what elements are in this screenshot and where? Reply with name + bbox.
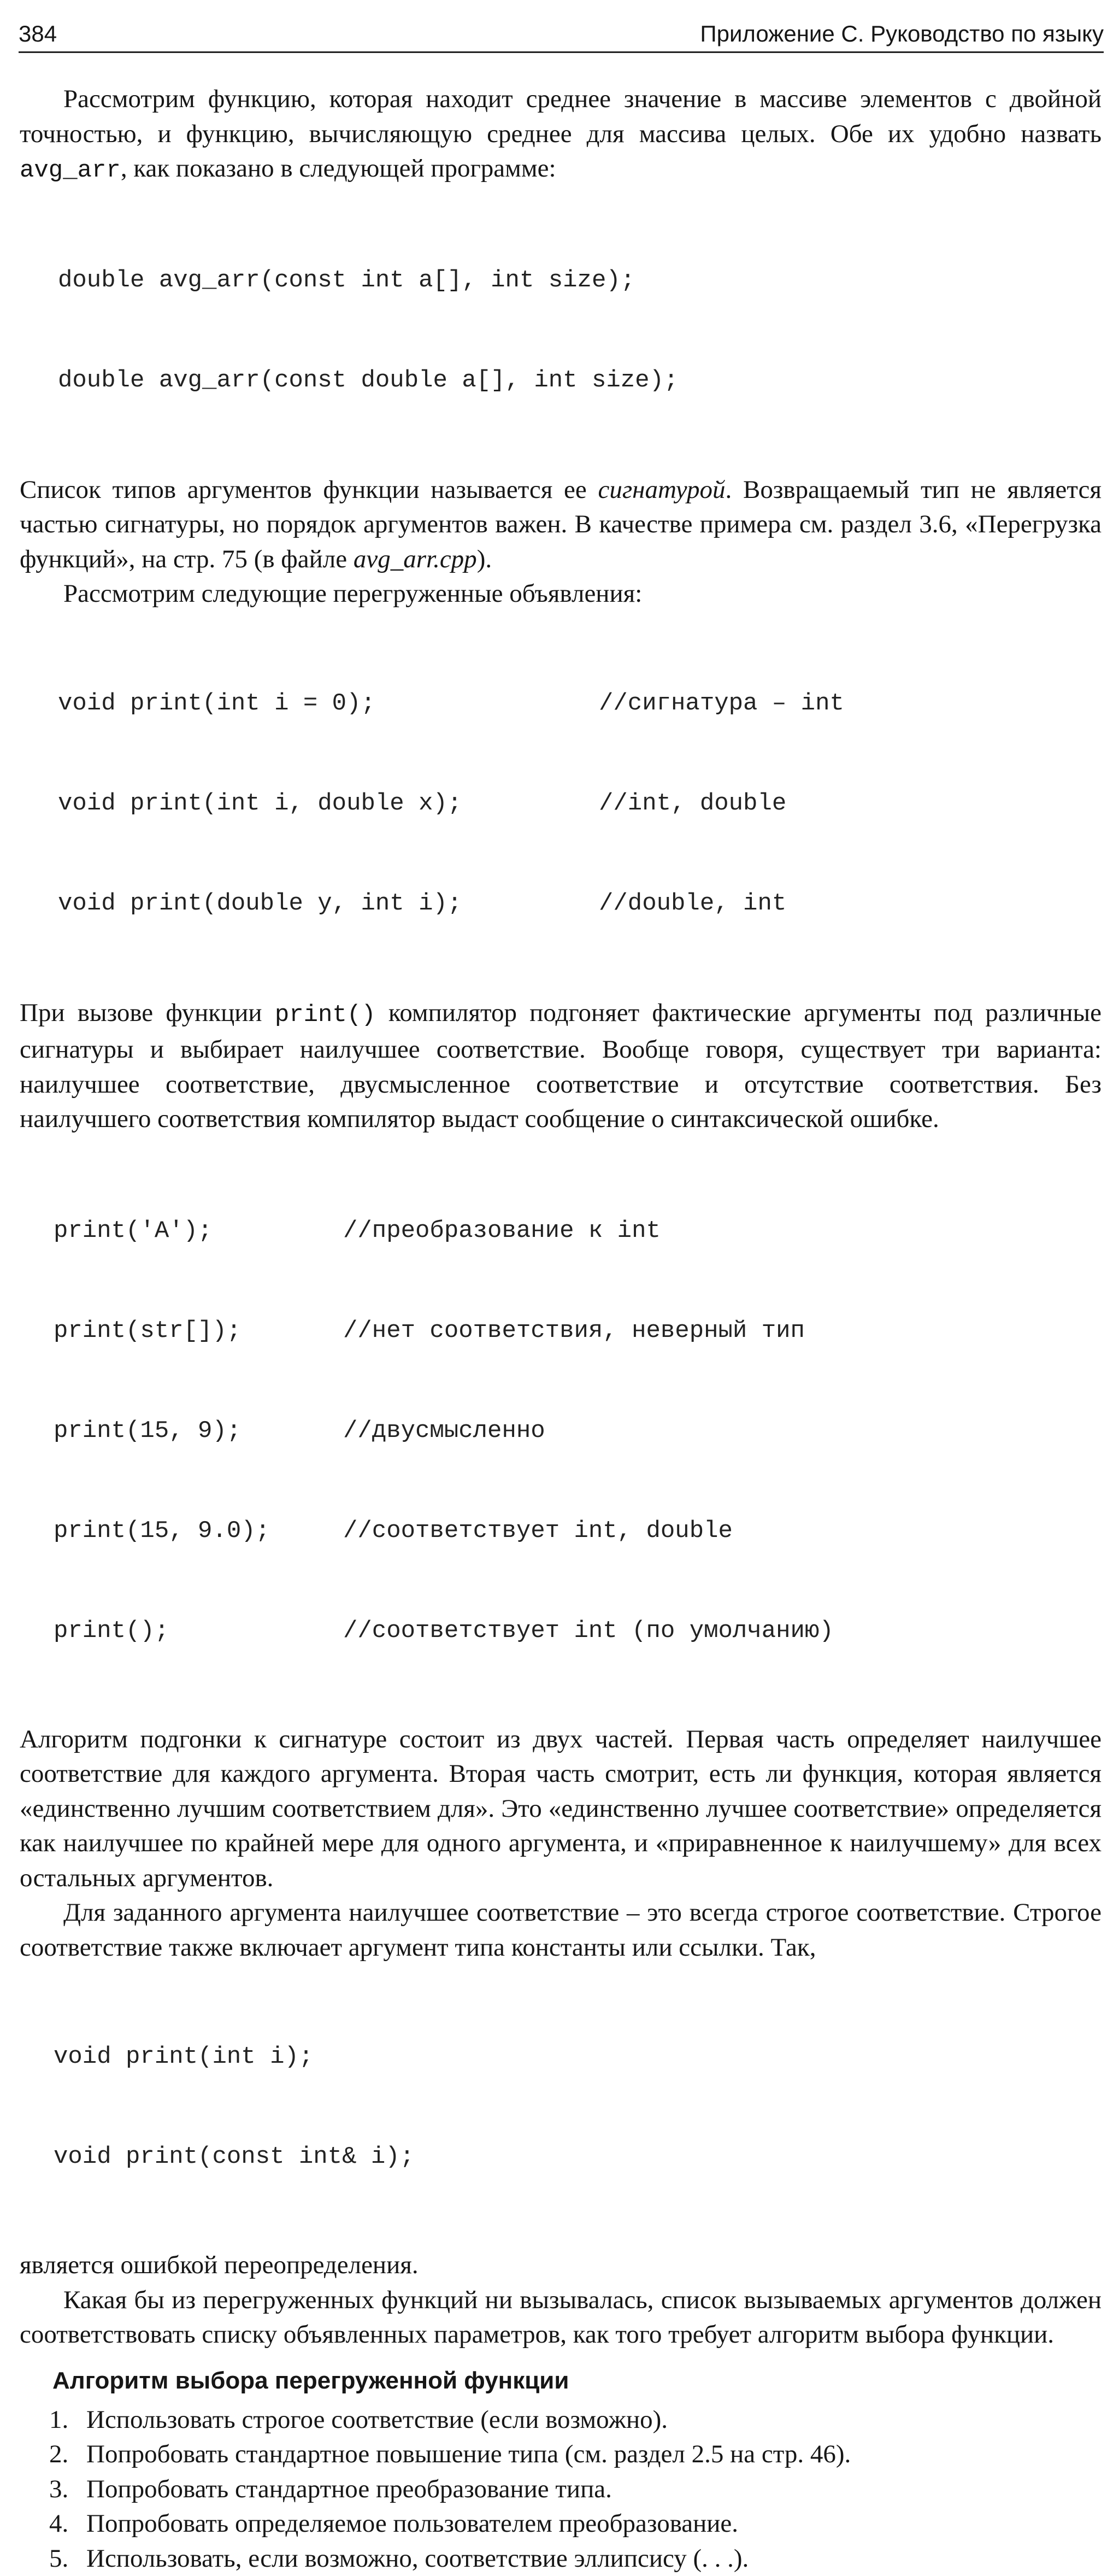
code-block-avg-arr (58, 197, 1102, 464)
list-item (20, 2507, 1102, 2542)
paragraph-argument-list: Какая бы из перегруженных функций ни вызывалась, список вызываемых аргументов должен соответствовать списку объявленных параметров, как того требует алгоритм выбора функции. (20, 2283, 1102, 2352)
list-item (20, 2403, 1102, 2438)
list-item-number: 1. (49, 2403, 68, 2438)
inline-code: print() (275, 1001, 376, 1029)
code-comment: //int, double (599, 787, 786, 820)
code-line (54, 1315, 1102, 1348)
list-item-text: Попробовать определяемое пользователем преобразование. (86, 2509, 738, 2538)
list-item (20, 2437, 1102, 2472)
code-line (54, 1214, 1102, 1248)
page-content (20, 82, 1102, 2576)
paragraph-algorithm-description: Алгоритм подгонки к сигнатуре состоит из двух частей. Первая часть определяет наилучшее соответствие для каждого аргумента. Вторая часть смотрит, есть ли функция, которая является «единственно лучшим соответствием для». Это «единственно лучшее соответствие» определяется как наилучшее по крайней мере для одного аргумента, и «приравненное к наилучшему» для всех остальных аргументов. (20, 1722, 1102, 1896)
paragraph-strict-match: Для заданного аргумента наилучшее соответствие – это всегда строгое соответствие. Строгое соответствие также включает аргумент типа константы или ссылки. Так, (20, 1896, 1102, 1965)
paragraph-text: При вызове функции (20, 999, 275, 1027)
code-line: double avg_arr(const double a[], int size); (58, 364, 1102, 397)
code-text: print(str[]); (54, 1317, 241, 1345)
list-item-number: 5. (49, 2542, 68, 2576)
list-item (20, 2542, 1102, 2576)
section-title: Алгоритм выбора перегруженной функции (52, 2363, 1102, 2398)
code-text: print('A'); (54, 1217, 212, 1245)
code-block-print-calls (54, 1148, 1102, 1715)
list-item-text: Попробовать стандартное преобразование типа. (86, 2475, 612, 2503)
code-comment: //преобразование к int (343, 1214, 661, 1248)
list-item-text: Использовать строгое соответствие (если возможно). (86, 2405, 668, 2434)
file-name: avg_arr.cpp (354, 545, 477, 573)
paragraph-intro (20, 82, 1102, 189)
code-text: print(15, 9.0); (54, 1517, 270, 1545)
code-text: void print(int i, double x); (58, 790, 462, 817)
paragraph-redefinition-error: является ошибкой переопределения. (20, 2248, 1102, 2283)
paragraph-declarations-intro: Рассмотрим следующие перегруженные объявления: (20, 577, 1102, 612)
list-item-number: 2. (49, 2437, 68, 2472)
paragraph-text: ). (477, 545, 492, 573)
page-header (19, 15, 1104, 53)
code-comment: //double, int (599, 887, 786, 920)
list-item-number: 4. (49, 2507, 68, 2542)
paragraph-text: , как показано в следующей программе: (121, 154, 556, 183)
list-item-text: Попробовать стандартное повышение типа (см. раздел 2.5 на стр. 46). (86, 2440, 851, 2468)
paragraph-print-call (20, 996, 1102, 1137)
paragraph-text: Список типов аргументов функции называется ее (20, 476, 598, 504)
code-text: void print(int i = 0); (58, 690, 375, 717)
code-line (58, 687, 1102, 720)
paragraph-text: Рассмотрим функцию, которая находит среднее значение в массиве элементов с двойной точностью, и функцию, вычисляющую среднее для массива целых. Обе их удобно назвать (20, 85, 1102, 148)
paragraph-text: компилятор подгоняет фактические аргументы под различные сигнатуры и выбирает наилучшее соответствие. Вообще говоря, существует три варианта: наилучшее соответствие, двусмысленное соответствие и отсутствие соответствия. Без наилучшего соответствия компилятор выдаст сообщение о синтаксической ошибке. (20, 999, 1102, 1134)
code-text: void print(double y, int i); (58, 890, 462, 917)
algorithm-steps-list (20, 2403, 1102, 2576)
code-line (54, 1415, 1102, 1448)
term-emphasis: сигнатурой (598, 476, 725, 504)
code-line: void print(const int& i); (54, 2140, 1102, 2174)
list-item (20, 2472, 1102, 2507)
code-comment: //соответствует int, double (343, 1515, 733, 1548)
code-text: print(15, 9); (54, 1417, 241, 1445)
code-block-redefinition (54, 1974, 1102, 2240)
code-comment: //двусмысленно (343, 1415, 545, 1448)
inline-code: avg_arr (20, 157, 121, 184)
list-item-text: Использовать, если возможно, соответствие эллипсису (. . .). (86, 2544, 749, 2573)
code-line (54, 1515, 1102, 1548)
running-title: Приложение С. Руководство по языку (700, 21, 1104, 47)
code-line (58, 787, 1102, 820)
code-comment: //соответствует int (по умолчанию) (343, 1615, 834, 1648)
code-text: print(); (54, 1617, 169, 1645)
code-line: double avg_arr(const int a[], int size); (58, 264, 1102, 297)
code-comment: //нет соответствия, неверный тип (343, 1315, 805, 1348)
code-comment: //сигнатура – int (599, 687, 844, 720)
code-line (58, 887, 1102, 920)
page-number: 384 (19, 21, 57, 47)
paragraph-signature (20, 473, 1102, 577)
code-block-print-declarations (58, 620, 1102, 987)
code-line (54, 1615, 1102, 1648)
list-item-number: 3. (49, 2472, 68, 2507)
paragraph-text: . Возвращаемый тип не является частью сигнатуры, но порядок аргументов важен. В качестве примера см. раздел 3.6, «Перегрузка функций», на стр. 75 (в файле (20, 476, 1102, 573)
code-line: void print(int i); (54, 2040, 1102, 2074)
